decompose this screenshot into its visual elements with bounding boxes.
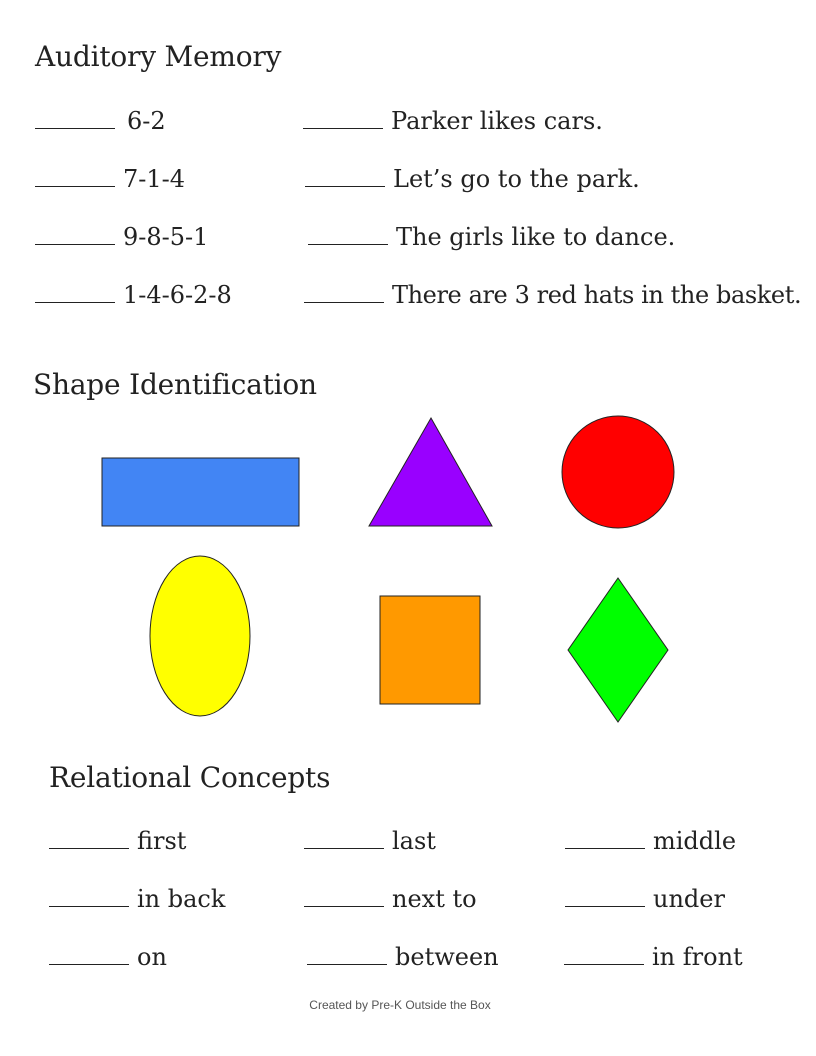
concept-word: middle: [653, 827, 737, 855]
relational-item: [307, 942, 499, 971]
answer-blank[interactable]: [564, 942, 644, 965]
digit-sequence: 7-1-4: [123, 165, 186, 193]
answer-blank[interactable]: [35, 164, 115, 187]
sentence: The girls like to dance.: [396, 223, 676, 251]
rectangle-shape: [102, 458, 299, 526]
square-shape: [380, 596, 480, 704]
answer-blank[interactable]: [35, 106, 115, 129]
answer-blank[interactable]: [35, 280, 115, 303]
relational-item: [49, 884, 225, 913]
sentence: There are 3 red hats in the basket.: [392, 281, 802, 309]
diamond-shape: [568, 578, 668, 722]
concept-word: in back: [137, 885, 226, 913]
answer-blank[interactable]: [49, 942, 129, 965]
answer-blank[interactable]: [307, 942, 387, 965]
auditory-left-item-2: [35, 164, 185, 193]
concept-word: next to: [392, 885, 477, 913]
answer-blank[interactable]: [305, 164, 385, 187]
digit-sequence: 9-8-5-1: [123, 223, 209, 251]
relational-item: [565, 826, 736, 855]
relational-item: [564, 942, 743, 971]
circle-shape: [562, 416, 674, 528]
auditory-right-item-2: [305, 164, 640, 193]
auditory-right-item-4: [304, 280, 801, 309]
sentence: Let’s go to the park.: [393, 165, 640, 193]
concept-word: first: [137, 827, 187, 855]
triangle-shape: [369, 418, 492, 526]
concept-word: between: [395, 943, 499, 971]
relational-item: [565, 884, 725, 913]
answer-blank[interactable]: [565, 884, 645, 907]
sentence: Parker likes cars.: [391, 107, 603, 135]
relational-concepts-heading: Relational Concepts: [49, 761, 331, 794]
auditory-memory-heading: Auditory Memory: [35, 40, 282, 73]
answer-blank[interactable]: [304, 280, 384, 303]
auditory-left-item-3: [35, 222, 208, 251]
auditory-right-item-3: [308, 222, 675, 251]
answer-blank[interactable]: [303, 106, 383, 129]
auditory-left-item-1: [35, 106, 166, 135]
auditory-left-item-4: [35, 280, 232, 309]
digit-sequence: 1-4-6-2-8: [123, 281, 232, 309]
relational-item: [304, 884, 477, 913]
answer-blank[interactable]: [49, 826, 129, 849]
answer-blank[interactable]: [49, 884, 129, 907]
answer-blank[interactable]: [308, 222, 388, 245]
relational-item: [49, 826, 186, 855]
answer-blank[interactable]: [565, 826, 645, 849]
oval-shape: [150, 556, 250, 716]
auditory-right-item-1: [303, 106, 603, 135]
concept-word: last: [392, 827, 436, 855]
relational-item: [304, 826, 436, 855]
relational-item: [49, 942, 167, 971]
concept-word: on: [137, 943, 167, 971]
concept-word: under: [653, 885, 725, 913]
answer-blank[interactable]: [304, 826, 384, 849]
concept-word: in front: [652, 943, 743, 971]
answer-blank[interactable]: [304, 884, 384, 907]
answer-blank[interactable]: [35, 222, 115, 245]
footer-credit: Created by Pre-K Outside the Box: [309, 998, 491, 1012]
digit-sequence: 6-2: [127, 107, 166, 135]
shape-identification-heading: Shape Identification: [33, 368, 317, 401]
